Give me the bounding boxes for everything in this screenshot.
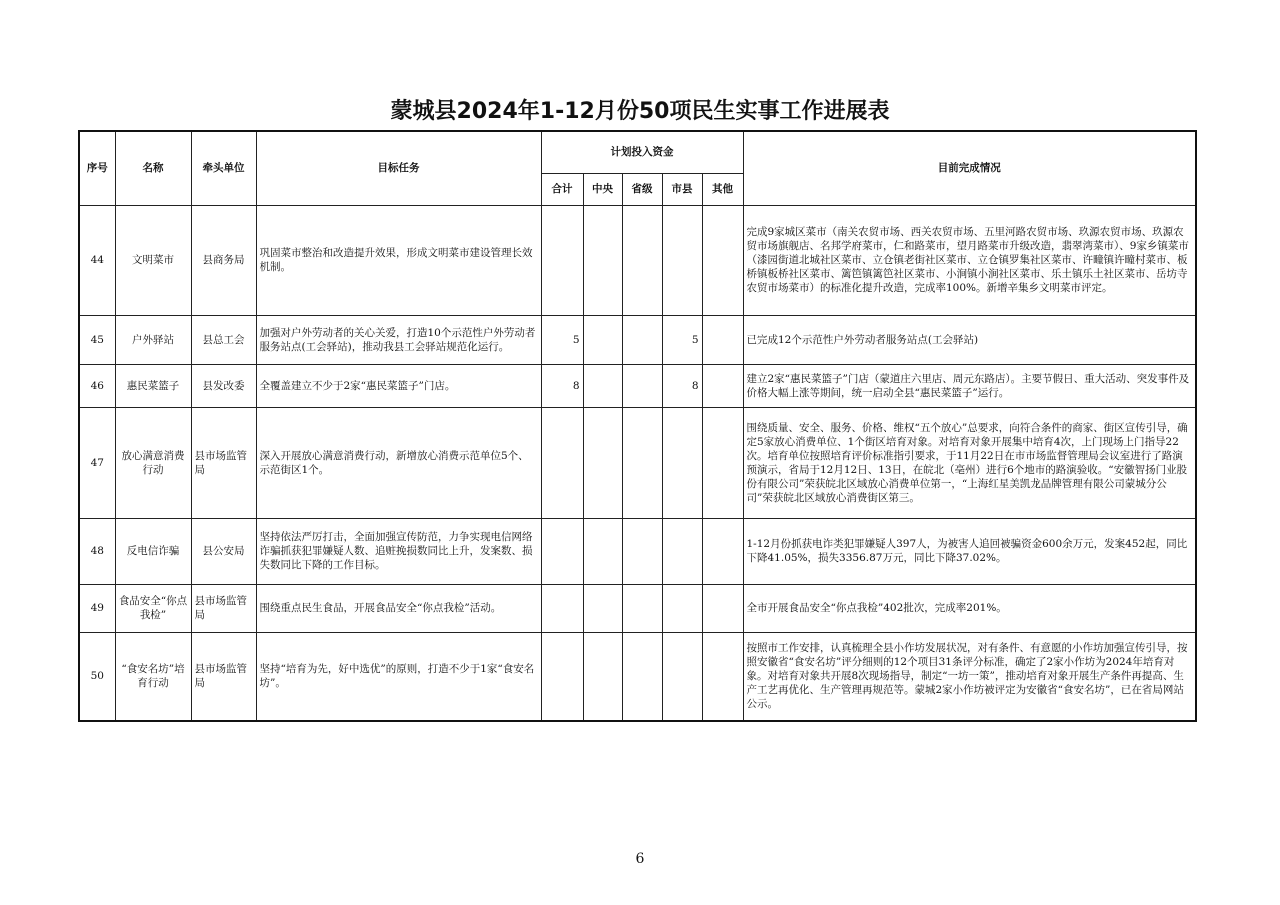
row-fund-total: 8 (541, 364, 583, 407)
row-fund-province (622, 364, 662, 407)
row-target: 坚持“培育为先，好中选优”的原则，打造不少于1家“食安名坊”。 (256, 632, 541, 721)
row-fund-total (541, 205, 583, 315)
row-fund-central (583, 518, 622, 584)
row-status: 围绕质量、安全、服务、价格、维权“五个放心”总要求，向符合条件的商家、街区宣传引导，确定5家放心消费单位、1个街区培育对象。对培育对象开展集中培育4次，上门现场上门指导22次。培育单位按照培育评价标准指引要求，于11月22日在市市场监督管理局会议室进行了路演预演示，省局于12月12日、13日，在皖北（亳州）进行6个地市的路演验收。“安徽智扬门业股份有限公司”荣获皖北区域放心消费单位第一，“上海红星美凯龙品牌管理有限公司蒙城分公司”荣获皖北区域放心消费街区第三。 (743, 407, 1196, 518)
row-status: 已完成12个示范性户外劳动者服务站点(工会驿站) (743, 315, 1196, 364)
row-seq: 48 (79, 518, 115, 584)
table-row (79, 518, 1196, 584)
row-fund-other (702, 518, 743, 584)
header-target: 目标任务 (256, 131, 541, 205)
row-fund-total: 5 (541, 315, 583, 364)
row-fund-central (583, 407, 622, 518)
row-name: “食安名坊”培育行动 (115, 632, 191, 721)
row-name: 惠民菜篮子 (115, 364, 191, 407)
row-fund-central (583, 632, 622, 721)
row-fund-city-county: 8 (662, 364, 702, 407)
row-seq: 46 (79, 364, 115, 407)
page-number: 6 (635, 851, 645, 867)
row-target: 围绕重点民生食品，开展食品安全“你点我检”活动。 (256, 584, 541, 632)
row-fund-central (583, 584, 622, 632)
row-fund-other (702, 315, 743, 364)
table-row (79, 205, 1196, 315)
row-fund-central (583, 205, 622, 315)
row-fund-province (622, 407, 662, 518)
row-fund-province (622, 315, 662, 364)
row-fund-province (622, 205, 662, 315)
row-fund-province (622, 518, 662, 584)
row-seq: 50 (79, 632, 115, 721)
header-fund-total: 合计 (541, 173, 583, 205)
row-fund-central (583, 315, 622, 364)
row-seq: 44 (79, 205, 115, 315)
header-fund-central: 中央 (583, 173, 622, 205)
row-status: 全市开展食品安全“你点我检”402批次，完成率201%。 (743, 584, 1196, 632)
table-row (79, 364, 1196, 407)
row-seq: 49 (79, 584, 115, 632)
row-target: 加强对户外劳动者的关心关爱，打造10个示范性户外劳动者服务站点(工会驿站)，推动我县工会驿站规范化运行。 (256, 315, 541, 364)
row-fund-other (702, 584, 743, 632)
row-lead-unit: 县市场监管局 (191, 584, 256, 632)
row-fund-other (702, 364, 743, 407)
row-fund-city-county (662, 632, 702, 721)
progress-table (78, 130, 1197, 722)
header-fund-other: 其他 (702, 173, 743, 205)
header-funds: 计划投入资金 (541, 131, 743, 173)
row-name: 文明菜市 (115, 205, 191, 315)
row-target: 巩固菜市整治和改造提升效果，形成文明菜市建设管理长效机制。 (256, 205, 541, 315)
row-fund-total (541, 632, 583, 721)
table-row (79, 407, 1196, 518)
row-status: 完成9家城区菜市（南关农贸市场、西关农贸市场、五里河路农贸市场、玖源农贸市场、玖源农贸市场旗舰店、名邦学府菜市，仁和路菜市，望月路菜市升级改造，翡翠湾菜市）、9家乡镇菜市（漆园街道北城社区菜市、立仓镇老街社区菜市、立仓镇罗集社区菜市、许疃镇许疃村菜市、板桥镇板桥社区菜市、篱笆镇篱笆社区菜市、小涧镇小涧社区菜市、乐土镇乐土社区菜市、岳坊寺农贸市场菜市）的标准化提升改造，完成率100%。新增辛集乡文明菜市评定。 (743, 205, 1196, 315)
document-title: 蒙城县2024年1-12月份50项民生实事工作进展表 (390, 99, 890, 124)
row-fund-city-county (662, 518, 702, 584)
row-fund-other (702, 632, 743, 721)
table-row (79, 315, 1196, 364)
header-status: 目前完成情况 (743, 131, 1196, 205)
row-fund-central (583, 364, 622, 407)
row-fund-other (702, 205, 743, 315)
row-name: 户外驿站 (115, 315, 191, 364)
row-seq: 47 (79, 407, 115, 518)
row-lead-unit: 县公安局 (191, 518, 256, 584)
row-fund-city-county (662, 407, 702, 518)
row-lead-unit: 县总工会 (191, 315, 256, 364)
row-target: 坚持依法严厉打击，全面加强宣传防范，力争实现电信网络诈骗抓获犯罪嫌疑人数、追赃挽损数同比上升，发案数、损失数同比下降的工作目标。 (256, 518, 541, 584)
header-fund-city-county: 市县 (662, 173, 702, 205)
row-name: 放心满意消费行动 (115, 407, 191, 518)
row-target: 全覆盖建立不少于2家“惠民菜篮子”门店。 (256, 364, 541, 407)
row-lead-unit: 县商务局 (191, 205, 256, 315)
row-lead-unit: 县发改委 (191, 364, 256, 407)
row-status: 1-12月份抓获电诈类犯罪嫌疑人397人，为被害人追回被骗资金600余万元，发案452起，同比下降41.05%，损失3356.87万元，同比下降37.02%。 (743, 518, 1196, 584)
row-name: 食品安全“你点我检” (115, 584, 191, 632)
header-lead-unit: 牵头单位 (191, 131, 256, 205)
row-fund-city-county (662, 584, 702, 632)
row-name: 反电信诈骗 (115, 518, 191, 584)
table-row (79, 632, 1196, 721)
row-fund-total (541, 407, 583, 518)
row-fund-province (622, 584, 662, 632)
row-lead-unit: 县市场监管局 (191, 407, 256, 518)
row-lead-unit: 县市场监管局 (191, 632, 256, 721)
row-fund-other (702, 407, 743, 518)
row-fund-province (622, 632, 662, 721)
row-status: 建立2家“惠民菜篮子”门店（蒙道庄六里店、周元东路店）。主要节假日、重大活动、突发事件及价格大幅上涨等期间，统一启动全县“惠民菜篮子”运行。 (743, 364, 1196, 407)
row-seq: 45 (79, 315, 115, 364)
row-status: 按照市工作安排，认真梳理全县小作坊发展状况，对有条件、有意愿的小作坊加强宣传引导，按照安徽省“食安名坊”评分细则的12个项目31条评分标准，确定了2家小作坊为2024年培育对象。对培育对象共开展8次现场指导，制定“一坊一策”，推动培育对象开展生产条件再提高、生产工艺再优化、生产管理再规范等。蒙城2家小作坊被评定为安徽省“食安名坊”，已在省局网站公示。 (743, 632, 1196, 721)
header-fund-province: 省级 (622, 173, 662, 205)
header-seq: 序号 (79, 131, 115, 205)
header-name: 名称 (115, 131, 191, 205)
row-fund-total (541, 518, 583, 584)
row-fund-total (541, 584, 583, 632)
row-fund-city-county: 5 (662, 315, 702, 364)
table-row (79, 584, 1196, 632)
row-fund-city-county (662, 205, 702, 315)
row-target: 深入开展放心满意消费行动，新增放心消费示范单位5个、示范街区1个。 (256, 407, 541, 518)
